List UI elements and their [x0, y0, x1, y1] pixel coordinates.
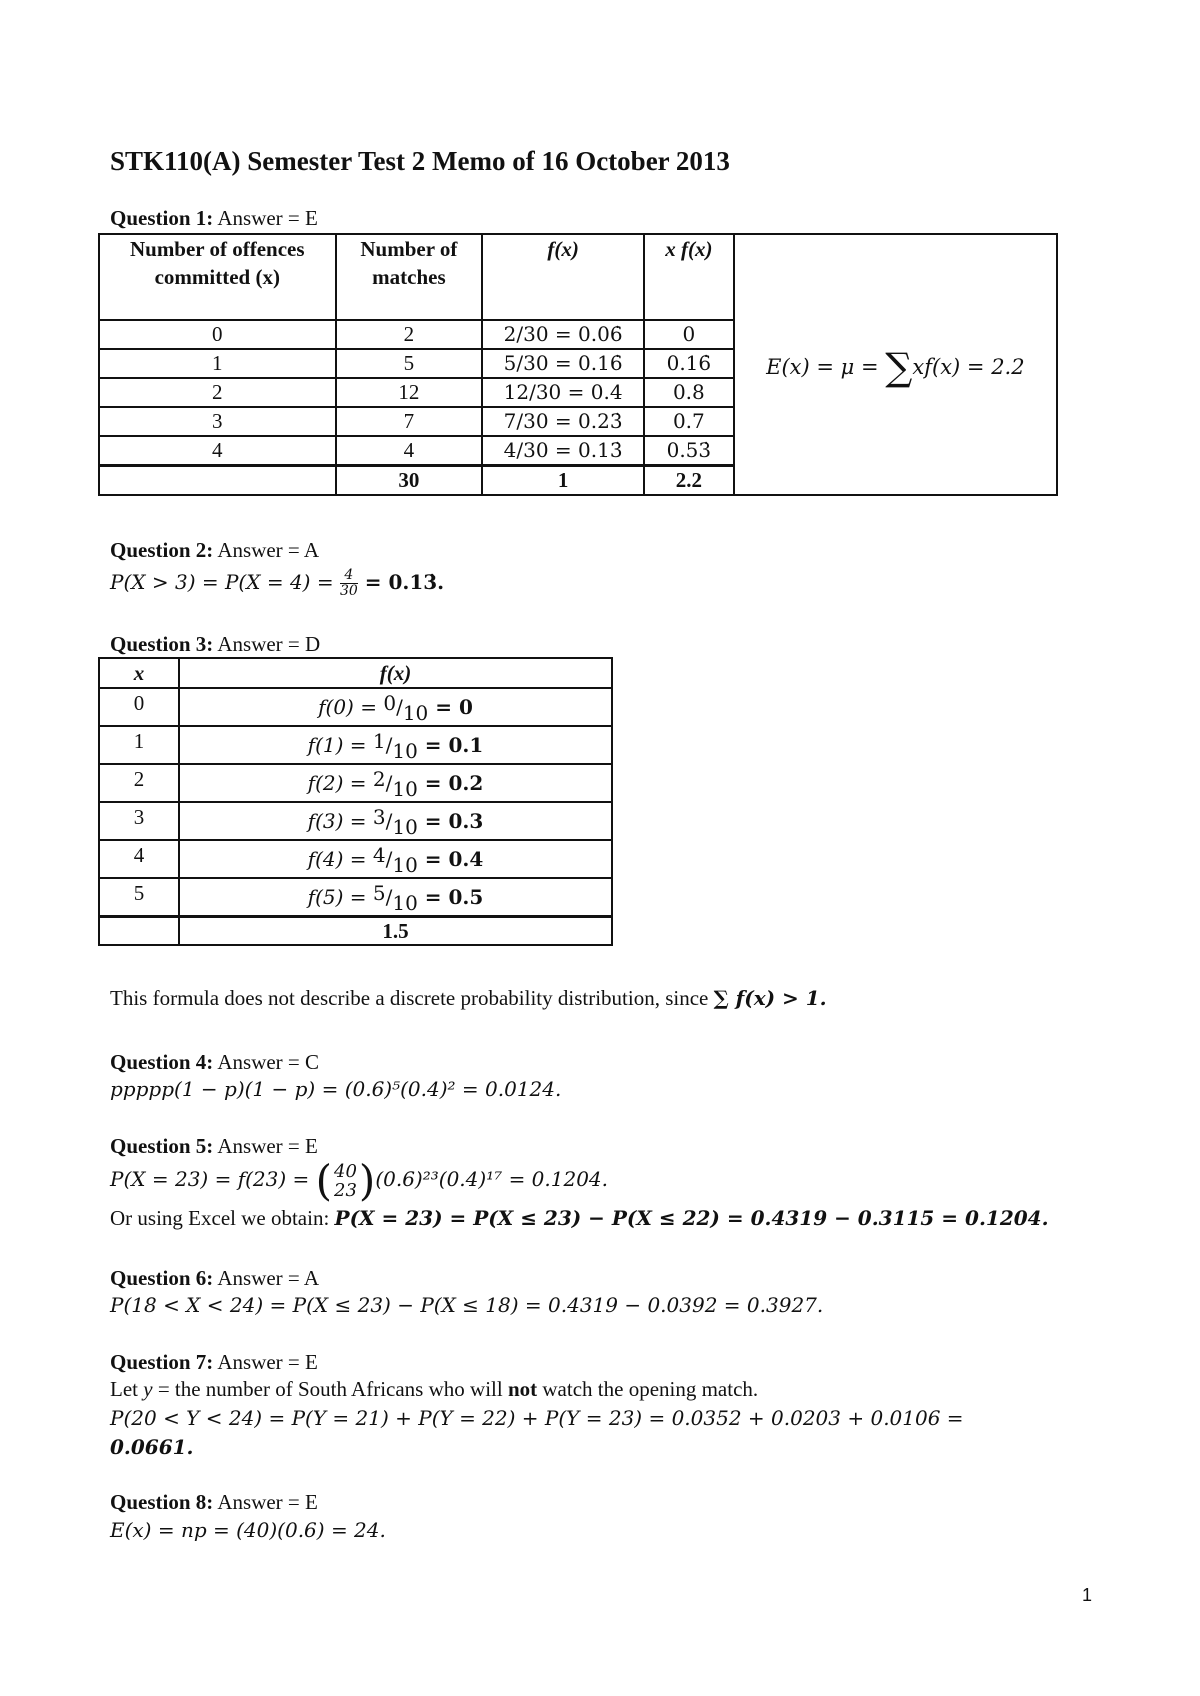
- question-6-heading: [110, 1266, 319, 1291]
- table-header: Number of matches: [336, 234, 483, 320]
- table-header-row: [99, 658, 612, 688]
- question-8-formula: E(x) = np = (40)(0.6) = 24.: [110, 1518, 386, 1542]
- table-header: x f(x): [644, 234, 734, 320]
- table-cell: 0.16̇: [644, 349, 734, 378]
- table-row: [99, 840, 612, 878]
- table-cell: 0: [99, 320, 336, 349]
- question-label: Question 2:: [110, 538, 214, 562]
- table-cell: 7/30 = 0.23̇: [482, 407, 644, 436]
- question-label: Question 4:: [110, 1050, 214, 1074]
- question-label: Question 6:: [110, 1266, 214, 1290]
- binomial-coefficient: 40 23: [334, 1160, 357, 1201]
- question-answer: Answer = E: [217, 206, 318, 230]
- table-header: f(x): [179, 658, 612, 688]
- table-cell: 0: [99, 688, 179, 726]
- table-cell: 7: [336, 407, 483, 436]
- table-cell: [99, 466, 336, 496]
- question-label: Question 7:: [110, 1350, 214, 1374]
- offences-table: [98, 233, 1058, 496]
- question-label: Question 3:: [110, 632, 214, 656]
- table-cell: 2.2: [644, 466, 734, 496]
- table-cell: 5: [99, 878, 179, 917]
- question-3-note: This formula does not describe a discrete probability distribution, since ∑ f(x) > 1.: [110, 986, 827, 1010]
- table-cell: 12: [336, 378, 483, 407]
- table-cell: 0: [644, 320, 734, 349]
- table-cell: 5: [336, 349, 483, 378]
- question-2-heading: [110, 538, 319, 563]
- table-header: x: [99, 658, 179, 688]
- question-7-result: 0.0661.: [110, 1435, 194, 1459]
- question-3-heading: [110, 632, 320, 657]
- table-cell: 0.7: [644, 407, 734, 436]
- question-2-formula: P(X > 3) = P(X = 4) = $\frac{4}{30}$ = 0.13̇.: [110, 567, 445, 599]
- question-4-heading: [110, 1050, 319, 1075]
- page-number: 1: [1082, 1585, 1093, 1605]
- question-5-formula: P(X = 23) = f(23) = ( 40 23 )(0.6)²³(0.4)¹⁷ = 0.1204.: [110, 1156, 609, 1205]
- table-cell: 4: [336, 436, 483, 466]
- table-cell: 30: [336, 466, 483, 496]
- table-total-row: [99, 917, 612, 946]
- question-8-heading: [110, 1490, 318, 1515]
- question-answer: Answer = C: [217, 1050, 320, 1074]
- table-header-row: [99, 234, 1057, 320]
- fraction: $\frac{4}{30}$: [339, 567, 358, 599]
- table-cell: 1: [99, 349, 336, 378]
- table-cell: 4/30 = 0.13̇: [482, 436, 644, 466]
- table-cell: 12/30 = 0.4: [482, 378, 644, 407]
- page-title: STK110(A) Semester Test 2 Memo of 16 October 2013: [110, 146, 730, 176]
- table-row: [99, 726, 612, 764]
- table-cell: 2: [336, 320, 483, 349]
- table-cell: 2/30 = 0.06̇: [482, 320, 644, 349]
- table-cell: $f(1) = ^1/_{10} = 0.1$: [179, 726, 612, 764]
- question-4-formula: ppppp(1 − p)(1 − p) = (0.6)⁵(0.4)² = 0.0124.: [110, 1077, 562, 1101]
- question-7-definition: Let y = the number of South Africans who will not watch the opening match.: [110, 1377, 759, 1401]
- question-answer: Answer = D: [217, 632, 321, 656]
- table-cell: 4: [99, 436, 336, 466]
- question-6-formula: P(18 < X < 24) = P(X ≤ 23) − P(X ≤ 18) = 0.4319 − 0.0392 = 0.3927.: [110, 1293, 824, 1317]
- table-cell: $f(2) = ^2/_{10} = 0.2$: [179, 764, 612, 802]
- question-label: Question 1:: [110, 206, 214, 230]
- question-label: Question 8:: [110, 1490, 214, 1514]
- question-7-formula: P(20 < Y < 24) = P(Y = 21) + P(Y = 22) + P(Y = 23) = 0.0352 + 0.0203 + 0.0106 =: [110, 1406, 964, 1430]
- question-answer: Answer = A: [217, 1266, 320, 1290]
- question-label: Question 5:: [110, 1134, 214, 1158]
- question-7-heading: [110, 1350, 318, 1375]
- question-answer: Answer = E: [217, 1134, 318, 1158]
- table-cell: 3: [99, 407, 336, 436]
- table-cell: [99, 917, 179, 946]
- table-cell: 0.53̇: [644, 436, 734, 466]
- table-cell: $f(4) = ^4/_{10} = 0.4$: [179, 840, 612, 878]
- table-cell: 1.5: [179, 917, 612, 946]
- table-cell: 2: [99, 764, 179, 802]
- table-header: f(x): [482, 234, 644, 320]
- table-row: [99, 878, 612, 917]
- question-answer: Answer = E: [217, 1350, 318, 1374]
- table-header: Number of offences committed (x): [99, 234, 336, 320]
- table-cell: 3: [99, 802, 179, 840]
- table-cell: 2: [99, 378, 336, 407]
- table-cell: 4: [99, 840, 179, 878]
- table-cell: 5/30 = 0.16̇: [482, 349, 644, 378]
- question-answer: Answer = E: [217, 1490, 318, 1514]
- table-cell: $f(3) = ^3/_{10} = 0.3$: [179, 802, 612, 840]
- table-cell: 0.8: [644, 378, 734, 407]
- table-cell: 1: [482, 466, 644, 496]
- question-answer: Answer = A: [217, 538, 320, 562]
- distribution-table: [98, 657, 613, 946]
- question-5-excel: Or using Excel we obtain: P(X = 23) = P(X ≤ 23) − P(X ≤ 22) = 0.4319 − 0.3115 = 0.1204.: [110, 1206, 1049, 1230]
- table-row: [99, 764, 612, 802]
- table-row: [99, 802, 612, 840]
- table-row: [99, 688, 612, 726]
- table-cell: $f(0) = ^0/_{10} = 0$: [179, 688, 612, 726]
- table-cell: 1: [99, 726, 179, 764]
- question-1-heading: [110, 206, 318, 231]
- expectation-formula: E(x) = μ = ∑xf(x) = 2.2: [734, 234, 1057, 495]
- table-cell: $f(5) = ^5/_{10} = 0.5$: [179, 878, 612, 917]
